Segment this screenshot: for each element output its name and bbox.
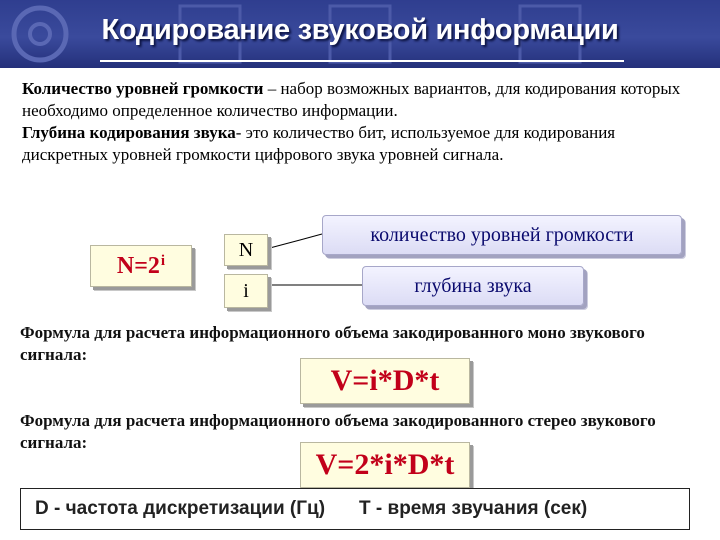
- legend-sampling-rate: D - частота дискретизации (Гц): [35, 498, 326, 519]
- variable-i: i: [224, 274, 268, 308]
- formula-levels: [90, 245, 192, 287]
- formula-levels-exponent: i: [160, 252, 166, 269]
- variable-n: N: [224, 234, 268, 266]
- page-title: Кодирование звуковой информации: [101, 14, 619, 46]
- stereo-formula-caption: Формула для расчета информационного объема закодированного стерео звукового сигнала:: [20, 411, 656, 452]
- legend-box: [20, 488, 690, 530]
- formula-levels-base: N=2: [116, 252, 160, 279]
- definition-volume-levels-text: – набор возможных вариантов, для кодирования которых необходимо определенное количество информации.: [22, 79, 681, 120]
- definition-bit-depth: [22, 122, 702, 166]
- title-banner: [0, 0, 720, 68]
- title-underline: [100, 60, 624, 62]
- definition-bit-depth-text: - это количество бит, используемое для кодирования дискретных уровней громкости цифрового звука уровней сигнала.: [22, 123, 616, 164]
- description-volume-levels: количество уровней громкости: [322, 215, 682, 255]
- definition-volume-levels: [22, 78, 702, 122]
- term-bit-depth: Глубина кодирования звука: [22, 123, 236, 142]
- mono-formula-caption: Формула для расчета информационного объема закодированного моно звукового сигнала:: [20, 323, 645, 364]
- legend-duration: T - время звучания (сек): [359, 498, 588, 519]
- description-bit-depth: глубина звука: [362, 266, 584, 306]
- mono-formula: V=i*D*t: [300, 358, 470, 404]
- term-volume-levels: Количество уровней громкости: [22, 79, 264, 98]
- stereo-formula: V=2*i*D*t: [300, 442, 470, 488]
- definitions: [22, 78, 702, 166]
